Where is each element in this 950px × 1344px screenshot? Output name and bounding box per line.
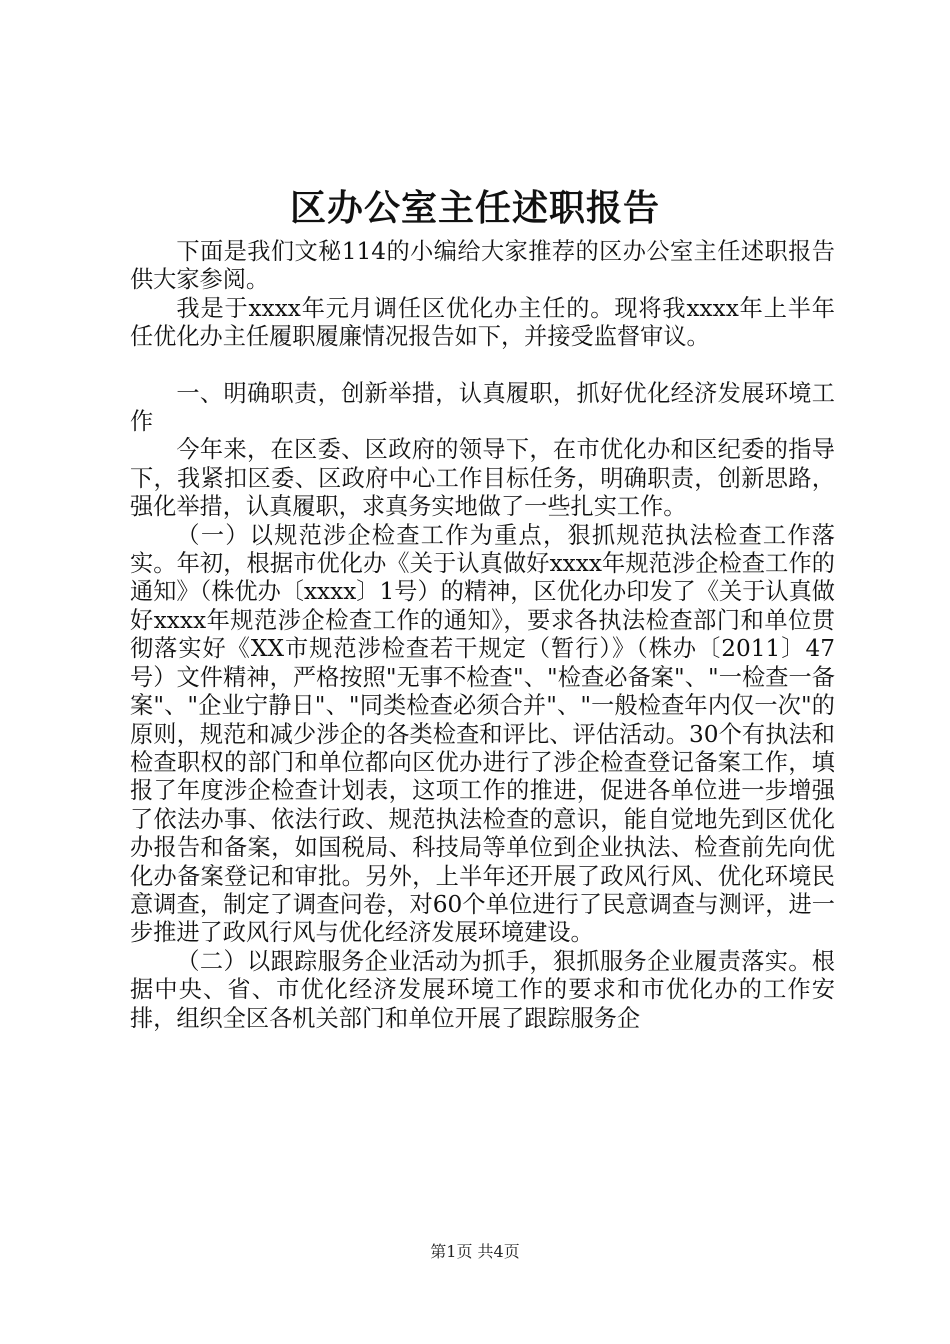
opening-paragraph: 我是于xxxx年元月调任区优化办主任的。现将我xxxx年上半年任优化办主任履职履廉情况报告如下，并接受监督审议。 — [130, 294, 835, 351]
body-paragraph: （二）以跟踪服务企业活动为抓手，狠抓服务企业履责落实。根据中央、省、市优化经济发展环境工作的要求和市优化办的工作安排，组织全区各机关部门和单位开展了跟踪服务企 — [130, 947, 835, 1032]
document-title: 区办公室主任述职报告 — [289, 187, 660, 229]
intro-paragraph: 下面是我们文秘114的小编给大家推荐的区办公室主任述职报告供大家参阅。 — [130, 238, 835, 294]
body-paragraph: 今年来，在区委、区政府的领导下，在市优化办和区纪委的指导下，我紧扣区委、区政府中心工作目标任务，明确职责，创新思路，强化举措，认真履职，求真务实地做了一些扎实工作。 — [130, 436, 835, 521]
page-number-footer: 第1页 共4页 — [430, 1242, 520, 1261]
body-paragraph: （一）以规范涉企检查工作为重点，狠抓规范执法检查工作落实。年初，根据市优化办《关于认真做好xxxx年规范涉企检查工作的通知》（株优办〔xxxx〕1号）的精神，区优化办印发了《关于认真做好xxxx年规范涉企检查工作的通知》，要求各执法检查部门和单位贯彻落实好《XX市规范涉检查若干规定（暂行）》（株办〔2011〕47号）文件精神，严格按照"无事不检查"、"检查必备案"、"一检查一备案"、"企业宁静日"、"同类检查必须合并"、"一般检查年内仅一次"的原则，规范和减少涉企的各类检查和评比、评估活动。30个有执法和检查职权的部门和单位都向区优办进行了涉企检查登记备案工作，填报了年度涉企检查计划表，这项工作的推进，促进各单位进一步增强了依法办事、依法行政、规范执法检查的意识，能自觉地先到区优化办报告和备案，如国税局、科技局等单位到企业执法、检查前先向优化办备案登记和审批。另外，上半年还开展了政风行风、优化环境民意调查，制定了调查问卷，对60个单位进行了民意调查与测评，进一步推进了政风行风与优化经济发展环境建设。 — [130, 521, 835, 947]
section-heading: 一、明确职责，创新举措，认真履职，抓好优化经济发展环境工作 — [130, 379, 835, 436]
document-body — [130, 238, 835, 1033]
